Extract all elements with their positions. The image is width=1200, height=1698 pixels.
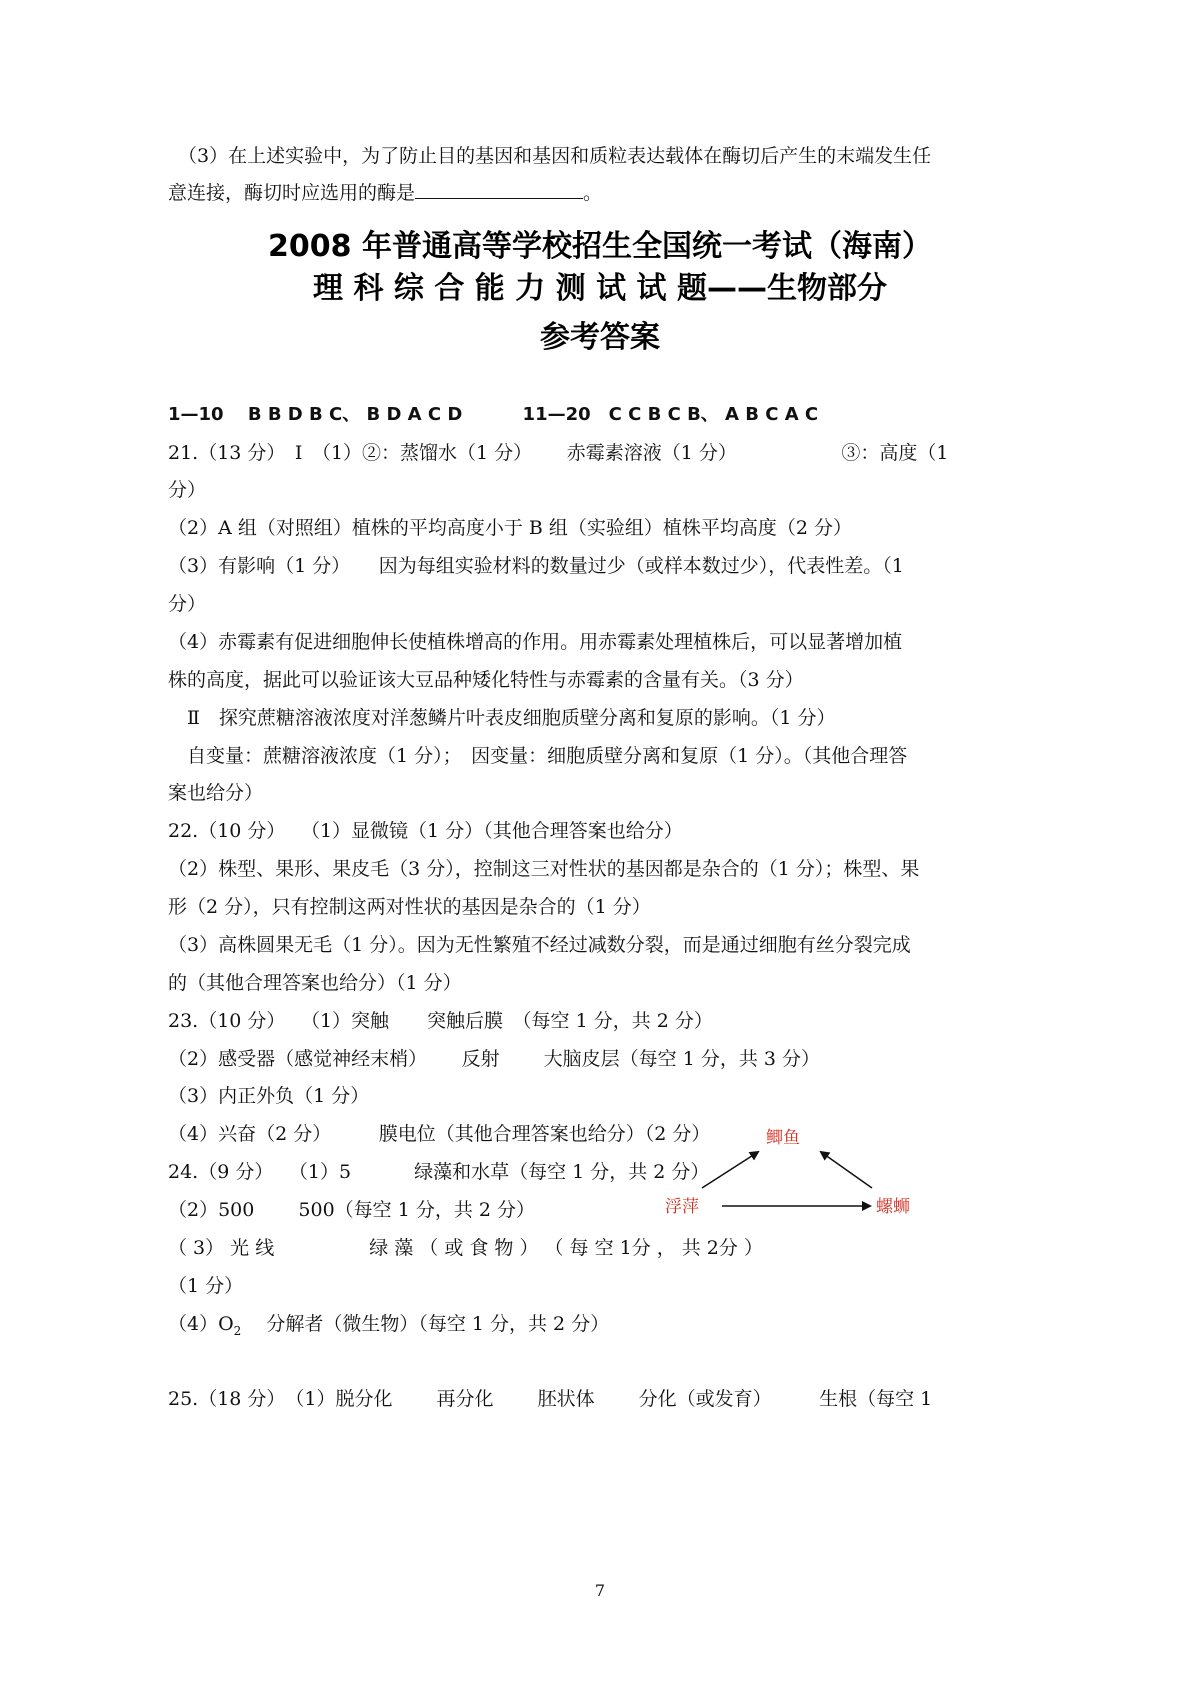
q24-line-a: 24.（9 分） （1）5 绿藻和水草（每空 1 分，共 2 分） xyxy=(168,1161,710,1183)
q22-line-c: 形（2 分），只有控制这两对性状的基因是杂合的（1 分） xyxy=(168,896,651,918)
q21-line-g: 株的高度，据此可以验证该大豆品种矮化特性与赤霉素的含量有关。（3 分） xyxy=(168,669,804,691)
page-number: 7 xyxy=(594,1581,606,1600)
food-web-node-snail: 螺蛳 xyxy=(876,1197,910,1217)
q21-line-i: 自变量：蔗糖溶液浓度（1 分）； 因变量：细胞质壁分离和复原（1 分）。（其他合理答 xyxy=(168,745,908,767)
q23-line-c: （3）内正外负（1 分） xyxy=(168,1085,370,1107)
intro-line-1: （3）在上述实验中，为了防止目的基因和基因和质粒表达载体在酶切后产生的末端发生任 xyxy=(178,145,932,167)
q21-line-h: Ⅱ 探究蔗糖溶液浓度对洋葱鳞片叶表皮细胞质壁分离和复原的影响。（1 分） xyxy=(168,707,836,729)
q22-line-e: 的（其他合理答案也给分）（1 分） xyxy=(168,972,462,994)
arrow-snail-to-crucian xyxy=(821,1152,872,1188)
q24-line-d: （1 分） xyxy=(168,1275,244,1297)
q22-line-d: （3）高株圆果无毛（1 分）。因为无性繁殖不经过减数分裂，而是通过细胞有丝分裂完成 xyxy=(168,934,911,956)
title-line-2: 理 科 综 合 能 力 测 试 试 题——生物部分 xyxy=(313,271,887,306)
q21-line-f: （4）赤霉素有促进细胞伸长使植株增高的作用。用赤霉素处理植株后，可以显著增加植 xyxy=(168,631,903,653)
q23-line-b: （2）感受器（感觉神经末梢） 反射 大脑皮层（每空 1 分，共 3 分） xyxy=(168,1048,821,1070)
q21-line-j: 案也给分） xyxy=(168,782,264,804)
title-line-1: 2008 年普通高等学校招生全国统一考试（海南） xyxy=(268,229,932,264)
q21-line-c: （2）A 组（对照组）植株的平均高度小于 B 组（实验组）植株平均高度（2 分） xyxy=(168,517,853,539)
intro-line-2-text: 意连接，酶切时应选用的酶是 xyxy=(168,182,416,204)
subscript-2: 2 xyxy=(233,1323,242,1338)
q24-line-e-suffix: 分解者（微生物）（每空 1 分，共 2 分） xyxy=(241,1313,610,1335)
q25-line-a: 25.（18 分） （1）脱分化 再分化 胚状体 分化（或发育） 生根（每空 1 xyxy=(168,1388,933,1410)
q24-line-e-prefix: （4）O xyxy=(168,1313,234,1335)
q21-line-e: 分） xyxy=(168,593,207,615)
q23-line-d: （4）兴奋（2 分） 膜电位（其他合理答案也给分）（2 分） xyxy=(168,1123,711,1145)
q23-line-a: 23.（10 分） （1）突触 突触后膜 （每空 1 分，共 2 分） xyxy=(168,1010,713,1032)
q21-line-d: （3）有影响（1 分） 因为每组实验材料的数量过少（或样本数过少），代表性差。（1 xyxy=(168,555,904,577)
food-web-node-duckweed: 浮萍 xyxy=(665,1197,699,1217)
q24-line-c: （ 3） 光 线 绿 藻 （ 或 食 物 ） （ 每 空 1分 ， 共 2分 ） xyxy=(168,1237,763,1259)
q24-line-b: （2）500 500（每空 1 分，共 2 分） xyxy=(168,1199,535,1221)
mc-answers: 1—10 B B D B C、 B D A C D 11—20 C C B C B、 A B C A C xyxy=(168,404,819,425)
intro-line-2-end: 。 xyxy=(583,182,603,204)
arrow-duckweed-to-crucian xyxy=(702,1152,758,1188)
q22-line-a: 22.（10 分） （1）显微镜（1 分）（其他合理答案也给分） xyxy=(168,820,683,842)
q22-line-b: （2）株型、果形、果皮毛（3 分），控制这三对性状的基因都是杂合的（1 分）；株型、果 xyxy=(168,858,920,880)
title-line-3: 参考答案 xyxy=(540,320,660,355)
q21-line-b: 分） xyxy=(168,479,207,501)
q21-line-a: 21.（13 分） Ⅰ （1）②：蒸馏水（1 分） 赤霉素溶液（1 分） ③：高度（1 xyxy=(168,442,949,464)
food-web-node-crucian: 鲫鱼 xyxy=(766,1128,800,1148)
